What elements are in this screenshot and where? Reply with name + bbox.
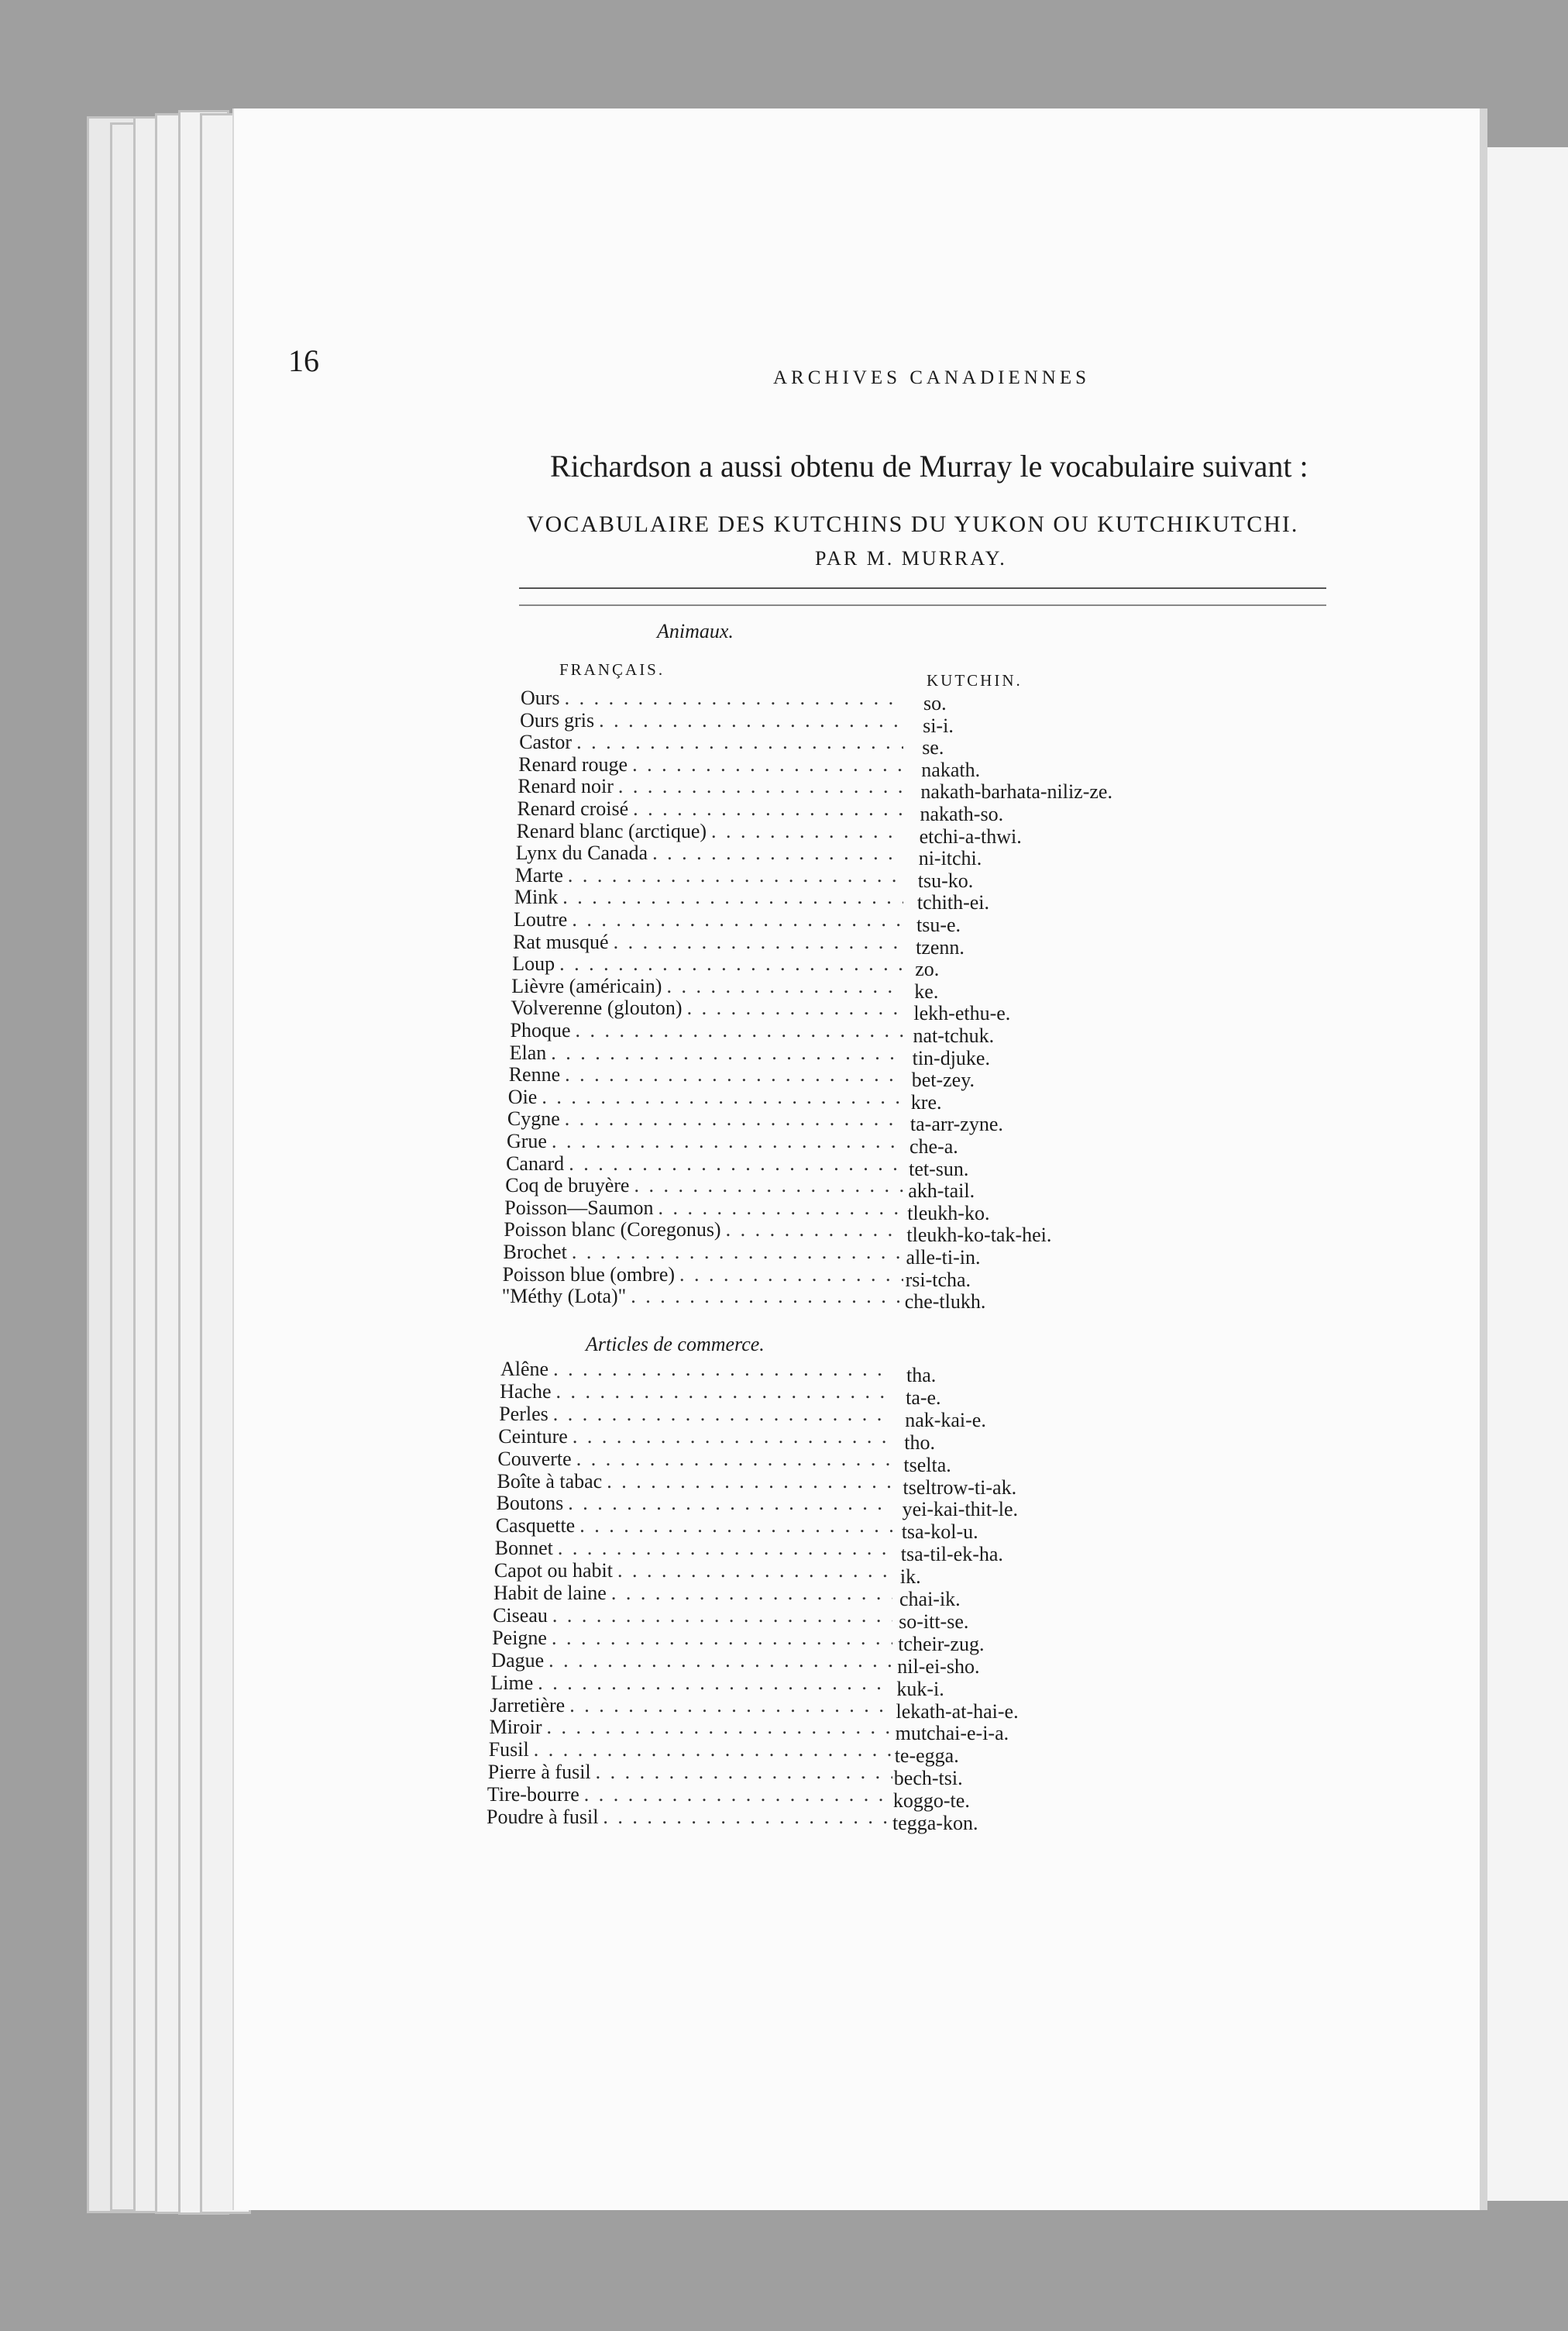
french-term: Oie: [507, 1085, 538, 1108]
column-header-francais: FRANÇAIS.: [559, 660, 665, 679]
kutchin-term: mutchai-e-i-a.: [895, 1722, 1009, 1745]
vocab-row: [521, 687, 903, 710]
title-rule: [519, 587, 1326, 589]
leader-dots: [558, 1537, 892, 1560]
vocab-row: [493, 1604, 892, 1627]
leader-dots: [576, 731, 903, 754]
leader-dots: [614, 931, 903, 954]
kutchin-term: etchi-a-thwi.: [919, 825, 1022, 848]
vocab-row: [497, 1492, 892, 1515]
leader-dots: [603, 1806, 892, 1829]
kutchin-term: tseltrow-ti-ak.: [903, 1475, 1017, 1499]
leader-dots: [611, 1582, 892, 1605]
french-term: Poisson blanc (Coregonus): [504, 1218, 721, 1241]
kutchin-term: nak-kai-e.: [905, 1408, 986, 1431]
section-heading-commerce: Articles de commerce.: [586, 1333, 765, 1355]
vocab-row: [490, 1716, 892, 1739]
french-term: Boîte à tabac: [497, 1469, 603, 1493]
leader-dots: [565, 687, 903, 710]
kutchin-term: tha.: [906, 1364, 937, 1386]
kutchin-term: yei-kai-thit-le.: [902, 1498, 1019, 1521]
leader-dots: [553, 1358, 892, 1381]
kutchin-term: ta-arr-zyne.: [910, 1113, 1003, 1136]
leader-dots: [568, 1492, 892, 1515]
french-term: Alêne: [500, 1358, 549, 1380]
kutchin-term: lekh-ethu-e.: [913, 1002, 1011, 1025]
french-term: Habit de laine: [493, 1582, 607, 1604]
vocabulary-title: VOCABULAIRE DES KUTCHINS DU YUKON OU KUTCHIKUTCHI.: [527, 511, 1299, 537]
vocab-row: [489, 1738, 892, 1761]
french-term: Mink: [514, 886, 559, 909]
french-term: Loup: [512, 952, 555, 976]
kutchin-term: se.: [922, 736, 944, 759]
leader-dots: [687, 997, 903, 1020]
leader-dots: [633, 797, 903, 821]
leader-dots: [576, 1019, 904, 1042]
french-term: Loutre: [514, 908, 568, 931]
french-term: Rat musqué: [513, 930, 609, 953]
vocab-row: [517, 820, 903, 843]
leader-dots: [576, 1448, 892, 1471]
vocab-row: [518, 797, 904, 821]
title-rule: [519, 604, 1326, 606]
kutchin-term: chai-ik.: [899, 1588, 961, 1610]
leader-dots: [599, 709, 903, 732]
french-term: Peigne: [492, 1626, 547, 1649]
leader-dots: [569, 1152, 903, 1176]
vocab-row: [487, 1806, 892, 1829]
vocab-row: [507, 1130, 903, 1153]
french-term: Renne: [508, 1063, 561, 1086]
kutchin-term: che-a.: [910, 1135, 958, 1158]
french-term: Bonnet: [494, 1537, 553, 1560]
leader-dots: [596, 1761, 892, 1784]
vocab-row: [500, 1358, 892, 1381]
french-term: Ciseau: [493, 1603, 548, 1627]
vocab-row: [504, 1241, 904, 1264]
french-term: Dague: [491, 1648, 545, 1672]
running-head: ARCHIVES CANADIENNES: [773, 367, 1091, 388]
kutchin-term: kuk-i.: [896, 1677, 944, 1700]
leader-dots: [572, 908, 903, 931]
section-heading-animaux: Animaux.: [657, 620, 734, 642]
leader-dots: [632, 753, 903, 776]
french-term: Lynx du Canada: [515, 842, 648, 865]
leader-dots: [556, 1380, 892, 1403]
kutchin-term: nat-tchuk.: [913, 1024, 995, 1047]
vocab-row: [518, 753, 903, 776]
leader-dots: [542, 1086, 903, 1109]
vocab-row: [499, 1403, 892, 1426]
vocab-row: [513, 931, 903, 954]
vocab-row: [514, 908, 903, 931]
french-term: Fusil: [488, 1738, 529, 1761]
kutchin-term: tzenn.: [916, 935, 965, 959]
leader-dots: [618, 775, 903, 798]
leader-dots: [584, 1783, 892, 1806]
vocab-row: [497, 1448, 892, 1471]
kutchin-term: ta-e.: [906, 1386, 941, 1409]
french-term: Perles: [499, 1402, 548, 1425]
french-term: Cygne: [507, 1107, 560, 1131]
leader-dots: [559, 952, 903, 976]
vocab-row: [504, 1218, 903, 1241]
french-term: "Méthy (Lota)": [501, 1285, 627, 1308]
vocab-row: [488, 1761, 892, 1784]
leader-dots: [553, 1403, 892, 1426]
vocab-row: [519, 731, 903, 754]
leader-dots: [565, 1107, 903, 1131]
french-term: Renard rouge: [518, 752, 628, 776]
leader-dots: [551, 1042, 903, 1065]
leader-dots: [579, 1514, 892, 1537]
kutchin-term: koggo-te.: [892, 1789, 970, 1813]
kutchin-term: ni-itchi.: [918, 847, 982, 870]
leader-dots: [548, 1649, 892, 1672]
french-term: Poisson—Saumon: [504, 1196, 654, 1219]
french-term: Brochet: [503, 1241, 567, 1263]
vocab-row: [490, 1694, 893, 1717]
kutchin-term: tho.: [904, 1431, 936, 1454]
kutchin-term: tselta.: [903, 1453, 951, 1476]
kutchin-term: alle-ti-in.: [906, 1246, 981, 1269]
leader-dots: [572, 1241, 903, 1264]
french-term: Ours gris: [520, 708, 595, 732]
vocab-row: [504, 1196, 903, 1220]
page-number: 16: [288, 343, 319, 378]
vocab-row: [498, 1425, 892, 1448]
kutchin-term: si-i.: [923, 714, 954, 737]
vocab-row: [512, 952, 903, 976]
vocab-row: [511, 1019, 904, 1042]
leader-dots: [569, 1694, 892, 1717]
french-term: Renard blanc (arctique): [516, 819, 707, 842]
french-term: Poudre à fusil: [487, 1806, 599, 1828]
french-term: Miroir: [489, 1716, 542, 1739]
vocab-row: [520, 709, 903, 732]
leader-dots: [568, 864, 903, 887]
vocab-row: [496, 1514, 892, 1537]
vocab-row: [506, 1152, 903, 1176]
french-term: Ceinture: [498, 1424, 568, 1448]
leader-dots: [552, 1604, 892, 1627]
kutchin-term: nakath-so.: [920, 803, 1004, 825]
french-term: Elan: [509, 1041, 547, 1064]
kutchin-term: tsa-kol-u.: [901, 1520, 978, 1544]
vocab-row: [495, 1537, 892, 1560]
vocab-row: [507, 1107, 903, 1131]
kutchin-term: tin-djuke.: [912, 1046, 990, 1069]
kutchin-term: lekath-at-hai-e.: [896, 1699, 1019, 1723]
kutchin-term: akh-tail.: [908, 1179, 975, 1203]
leader-dots: [573, 1425, 892, 1448]
french-term: Capot ou habit: [493, 1559, 613, 1582]
vocab-row: [497, 1470, 893, 1493]
vocab-row: [511, 997, 903, 1020]
kutchin-term: nil-ei-sho.: [897, 1654, 980, 1678]
vocab-row: [491, 1649, 892, 1672]
french-term: Casquette: [495, 1514, 576, 1537]
leader-dots: [565, 1063, 903, 1086]
french-term: Phoque: [510, 1019, 571, 1042]
french-term: Castor: [519, 731, 573, 754]
french-term: Marte: [514, 863, 563, 887]
kutchin-term: tegga-kon.: [892, 1812, 978, 1834]
french-term: Boutons: [496, 1492, 564, 1515]
kutchin-term: tleukh-ko.: [907, 1201, 990, 1224]
french-term: Ours: [521, 687, 560, 709]
french-term: Couverte: [497, 1447, 572, 1470]
vocab-row: [511, 975, 903, 998]
kutchin-term: so-itt-se.: [899, 1610, 969, 1633]
french-term: Renard croisé: [517, 797, 629, 820]
kutchin-term: nakath-barhata-niliz-ze.: [920, 780, 1112, 804]
column-header-kutchin: KUTCHIN.: [927, 671, 1023, 690]
kutchin-term: bech-tsi.: [893, 1767, 963, 1790]
french-term: Coq de bruyère: [505, 1174, 630, 1197]
vocab-row: [508, 1086, 903, 1109]
kutchin-term: tchith-ei.: [916, 891, 990, 914]
leader-dots: [607, 1470, 892, 1493]
vocab-row: [503, 1263, 903, 1286]
vocab-row: [516, 842, 903, 865]
leader-dots: [726, 1218, 903, 1241]
kutchin-term: tsu-e.: [916, 914, 961, 936]
kutchin-term: zo.: [915, 958, 940, 981]
kutchin-term: bet-zey.: [911, 1069, 975, 1092]
vocab-row: [510, 1042, 903, 1065]
leader-dots: [658, 1196, 903, 1220]
french-term: Tire-bourre: [487, 1783, 579, 1806]
kutchin-term: tet-sun.: [909, 1157, 969, 1180]
leader-dots: [534, 1738, 892, 1761]
kutchin-term: ke.: [914, 980, 939, 1003]
leader-dots: [631, 1285, 903, 1308]
kutchin-term: ik.: [899, 1565, 921, 1589]
leader-dots: [552, 1130, 903, 1153]
leader-dots: [552, 1627, 892, 1650]
kutchin-term: rsi-tcha.: [905, 1268, 971, 1291]
vocab-row: [509, 1063, 903, 1086]
leader-dots: [546, 1716, 892, 1739]
leader-dots: [634, 1174, 903, 1197]
french-term: Lièvre (américain): [511, 974, 662, 997]
vocab-row: [518, 775, 903, 798]
vocab-row: [514, 886, 903, 909]
vocab-row: [490, 1672, 892, 1695]
leader-dots: [617, 1559, 892, 1582]
vocab-row: [515, 864, 903, 887]
french-term: Hache: [500, 1379, 552, 1403]
kutchin-term: tsa-til-ek-ha.: [900, 1543, 1003, 1566]
french-term: Grue: [507, 1130, 547, 1152]
kutchin-term: kre.: [910, 1090, 942, 1114]
kutchin-term: che-tlukh.: [904, 1290, 986, 1314]
french-term: Canard: [506, 1152, 565, 1175]
leader-dots: [652, 842, 903, 865]
leader-dots: [679, 1263, 903, 1286]
vocab-row: [493, 1582, 892, 1605]
french-term: Jarretière: [490, 1693, 566, 1716]
vocab-row: [494, 1559, 892, 1582]
vocab-row: [487, 1783, 892, 1806]
leader-dots: [562, 886, 903, 909]
french-term: Volverenne (glouton): [511, 997, 683, 1020]
kutchin-term: tleukh-ko-tak-hei.: [906, 1224, 1052, 1247]
leader-dots: [538, 1672, 892, 1695]
intro-line: Richardson a aussi obtenu de Murray le vocabulaire suivant :: [550, 449, 1308, 484]
kutchin-term: te-egga.: [894, 1744, 959, 1768]
kutchin-term: tcheir-zug.: [898, 1632, 985, 1655]
french-term: Poisson blue (ombre): [502, 1262, 676, 1286]
kutchin-term: nakath.: [921, 758, 981, 781]
vocabulary-author: PAR M. MURRAY.: [815, 547, 1007, 570]
leader-dots: [666, 975, 903, 998]
kutchin-term: so.: [923, 692, 947, 714]
vocab-row: [502, 1285, 903, 1308]
kutchin-term: tsu-ko.: [917, 869, 974, 892]
french-term: Pierre à fusil: [487, 1761, 591, 1784]
vocab-row: [505, 1174, 903, 1197]
vocab-row: [500, 1380, 892, 1403]
french-term: Renard noir: [518, 775, 614, 798]
french-term: Lime: [490, 1671, 534, 1694]
leader-dots: [711, 820, 903, 843]
vocab-row: [492, 1627, 892, 1650]
